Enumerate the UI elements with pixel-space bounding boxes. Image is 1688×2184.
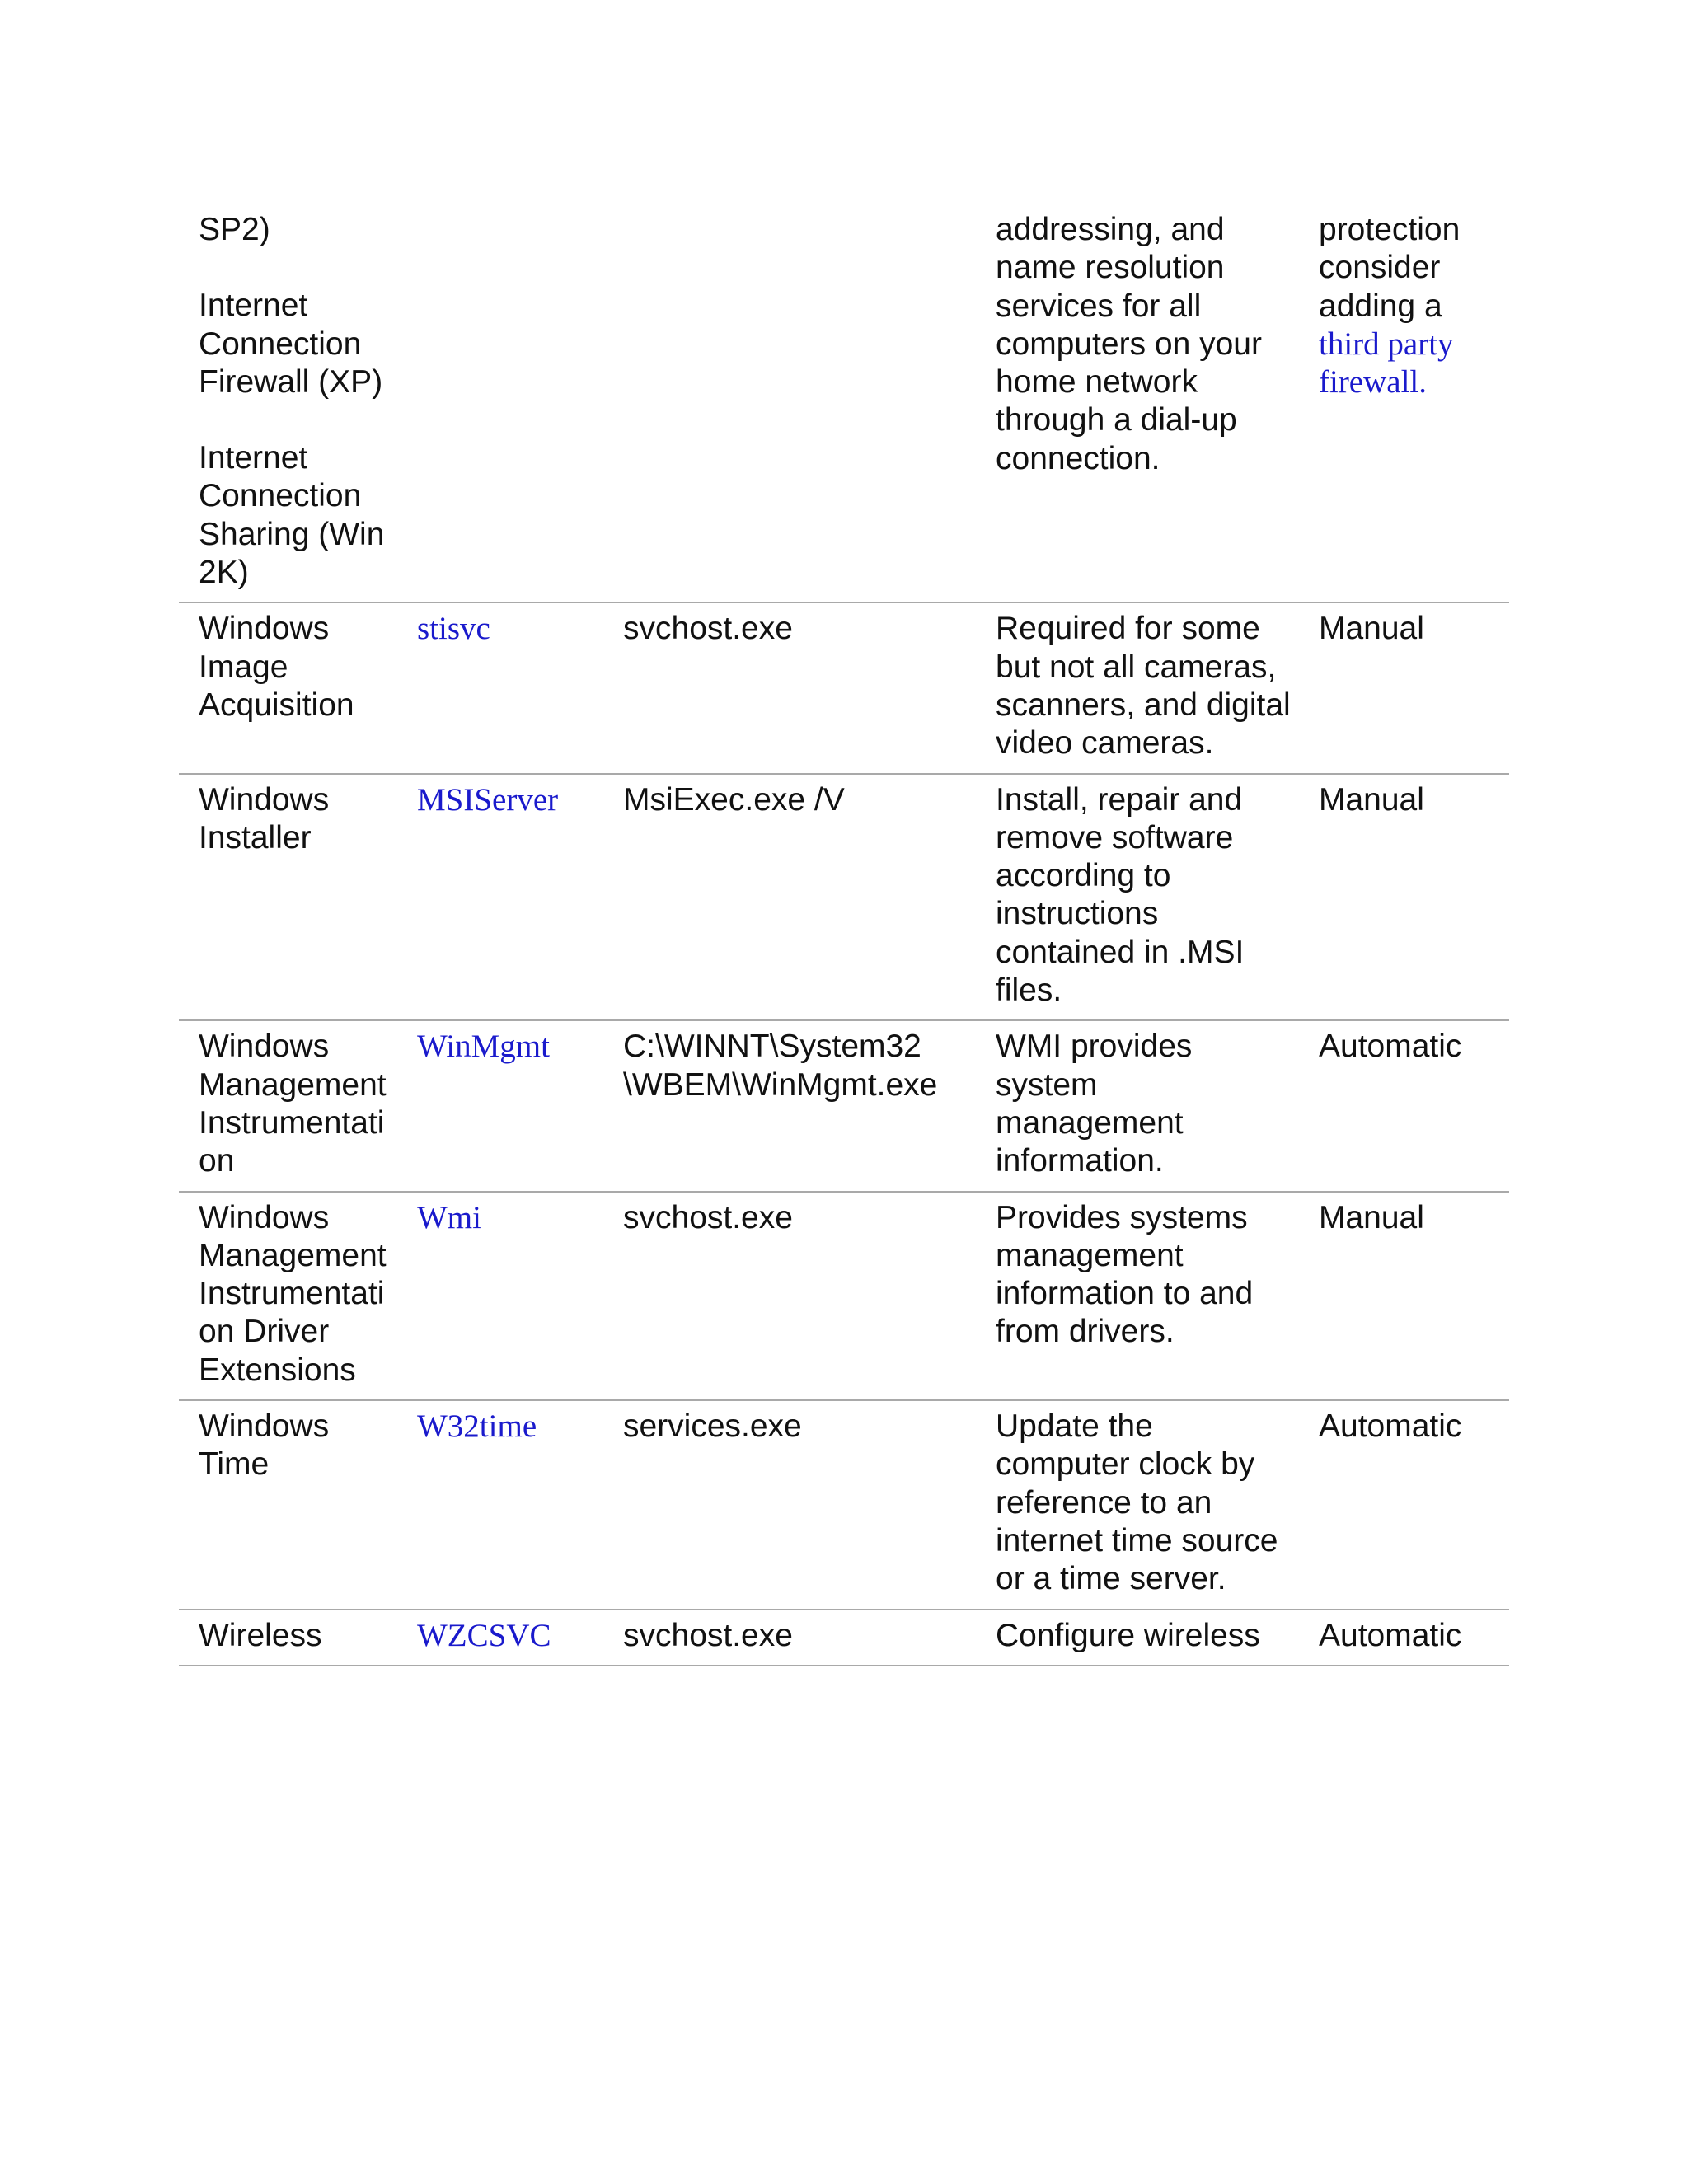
service-name-link[interactable]: MSIServer <box>417 781 559 818</box>
service-display-name-cell <box>179 1400 397 1609</box>
service-name-cell <box>397 602 603 773</box>
executable-cell <box>603 206 976 602</box>
service-display-name-cell <box>179 206 397 602</box>
startup-cell <box>1299 774 1509 1021</box>
description: Required for some but not all cameras, scanners, and digital video cameras. <box>996 611 1291 762</box>
service-name-link[interactable]: stisvc <box>417 611 490 647</box>
executable-line: C:\WINNT\System32 <box>623 1029 921 1065</box>
table-row <box>179 1020 1509 1191</box>
service-display-name: Windows Time <box>199 1408 330 1483</box>
paragraph-gap <box>199 401 389 439</box>
service-display-name-cell <box>179 774 397 1021</box>
service-name-cell <box>397 1192 603 1400</box>
executable-cell <box>603 1192 976 1400</box>
executable-cell <box>603 1610 976 1666</box>
startup-type: Manual <box>1319 781 1424 818</box>
description: Install, repair and remove software according to instructions contained in .MSI files. <box>996 781 1245 1009</box>
description: addressing, and name resolution services for all computers on your home network through a dial-up connection. <box>996 212 1262 476</box>
description-cell <box>976 1020 1299 1191</box>
startup-type: Automatic <box>1319 1617 1462 1653</box>
table-row <box>179 774 1509 1021</box>
startup-cell <box>1299 1020 1509 1191</box>
startup-type: Manual <box>1319 1199 1424 1235</box>
name-part: SP2) <box>199 212 270 247</box>
service-name-cell <box>397 1400 603 1609</box>
executable: services.exe <box>623 1408 802 1445</box>
executable: MsiExec.exe /V <box>623 781 845 818</box>
service-name-cell <box>397 1610 603 1666</box>
service-display-name: Wireless <box>199 1617 322 1653</box>
service-display-name: Windows Image Acquisition <box>199 611 354 723</box>
executable-cell <box>603 1020 976 1191</box>
service-name-cell <box>397 774 603 1021</box>
startup-text: protection consider adding a <box>1319 212 1461 324</box>
service-name-link[interactable]: WinMgmt <box>417 1029 550 1065</box>
executable: svchost.exe <box>623 1617 793 1653</box>
service-display-name-cell <box>179 1610 397 1666</box>
executable: svchost.exe <box>623 611 793 647</box>
description: Update the computer clock by reference to an internet time source or a time server. <box>996 1408 1278 1597</box>
startup-type: Automatic <box>1319 1408 1462 1445</box>
description-cell <box>976 602 1299 773</box>
name-part: Internet Connection Firewall (XP) <box>199 288 383 400</box>
description-cell <box>976 774 1299 1021</box>
description: Provides systems management information to and from drivers. <box>996 1199 1254 1350</box>
description: WMI provides system management information. <box>996 1029 1193 1179</box>
service-display-name: Windows Installer <box>199 781 330 855</box>
executable-cell <box>603 602 976 773</box>
startup-cell <box>1299 1610 1509 1666</box>
table-row <box>179 206 1509 602</box>
table-row <box>179 602 1509 773</box>
description-cell <box>976 206 1299 602</box>
executable-cell <box>603 774 976 1021</box>
service-display-name: Windows Management Instrumentation <box>199 1029 387 1179</box>
executable-cell <box>603 1400 976 1609</box>
startup-type: Automatic <box>1319 1029 1462 1065</box>
startup-cell <box>1299 1400 1509 1609</box>
startup-cell <box>1299 602 1509 773</box>
startup-cell <box>1299 1192 1509 1400</box>
executable: svchost.exe <box>623 1199 793 1235</box>
startup-cell <box>1299 206 1509 602</box>
service-name-cell <box>397 1020 603 1191</box>
service-display-name: Windows Management Instrumentation Driver Extensions <box>199 1199 387 1388</box>
table-row <box>179 1192 1509 1400</box>
service-name-cell <box>397 206 603 602</box>
paragraph-gap <box>199 249 389 287</box>
service-name-link[interactable]: WZCSVC <box>417 1617 551 1653</box>
startup-type: Manual <box>1319 611 1424 647</box>
description-cell <box>976 1400 1299 1609</box>
description-cell <box>976 1610 1299 1666</box>
third-party-firewall-link[interactable]: third party firewall. <box>1319 326 1454 401</box>
table-row <box>179 1610 1509 1666</box>
service-display-name-cell <box>179 1192 397 1400</box>
description-cell <box>976 1192 1299 1400</box>
service-name-link[interactable]: W32time <box>417 1408 537 1445</box>
service-display-name-cell <box>179 1020 397 1191</box>
service-display-name-cell <box>179 602 397 773</box>
description: Configure wireless <box>996 1617 1260 1653</box>
table-row <box>179 1400 1509 1609</box>
name-part: Internet Connection Sharing (Win 2K) <box>199 440 385 591</box>
services-table <box>179 206 1509 1666</box>
service-name-link[interactable]: Wmi <box>417 1199 481 1235</box>
executable-line: \WBEM\WinMgmt.exe <box>623 1066 938 1103</box>
